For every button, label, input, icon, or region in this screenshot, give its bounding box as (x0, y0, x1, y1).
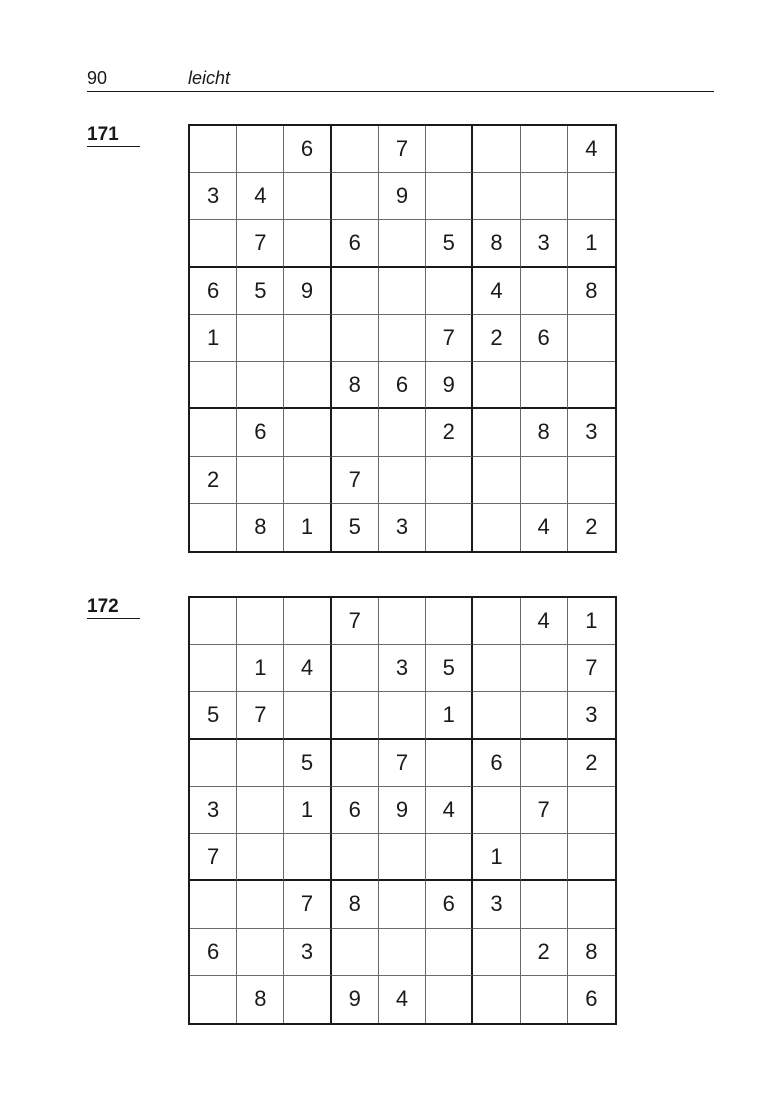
given-cell: 5 (332, 504, 379, 551)
empty-cell[interactable] (332, 740, 379, 787)
given-cell: 2 (585, 514, 598, 540)
given-cell: 7 (568, 645, 615, 692)
empty-cell[interactable] (473, 457, 520, 504)
given-cell: 1 (190, 315, 237, 362)
given-cell: 8 (568, 929, 615, 976)
empty-cell[interactable] (473, 173, 520, 220)
given-cell: 7 (379, 740, 426, 787)
empty-cell[interactable] (237, 740, 284, 787)
empty-cell[interactable] (521, 173, 568, 220)
empty-cell[interactable] (521, 976, 568, 1023)
empty-cell[interactable] (237, 598, 284, 645)
empty-cell[interactable] (568, 315, 615, 362)
given-cell: 2 (521, 929, 568, 976)
empty-cell[interactable] (379, 268, 426, 315)
empty-cell[interactable] (521, 268, 568, 315)
empty-cell[interactable] (379, 598, 426, 645)
empty-cell[interactable] (284, 976, 331, 1023)
empty-cell[interactable] (190, 362, 237, 409)
given-cell: 1 (473, 834, 520, 881)
given-cell: 1 (284, 504, 331, 551)
given-cell: 2 (473, 315, 520, 362)
empty-cell[interactable] (473, 409, 520, 456)
given-cell: 5 (426, 645, 473, 692)
given-cell: 6 (521, 315, 568, 362)
empty-cell[interactable] (332, 692, 379, 739)
page-header (87, 66, 714, 92)
empty-cell[interactable] (379, 834, 426, 881)
given-cell: 5 (237, 268, 284, 315)
sudoku-grid (188, 124, 617, 553)
empty-cell[interactable] (379, 692, 426, 739)
puzzle-number: 171 (87, 124, 140, 147)
given-cell: 6 (379, 362, 426, 409)
given-cell: 8 (521, 409, 568, 456)
empty-cell[interactable] (284, 834, 331, 881)
empty-cell[interactable] (332, 929, 379, 976)
empty-cell[interactable] (426, 929, 473, 976)
empty-cell[interactable] (237, 362, 284, 409)
given-cell: 6 (585, 986, 598, 1012)
given-cell: 6 (332, 787, 379, 834)
empty-cell[interactable] (284, 598, 331, 645)
given-cell: 6 (284, 126, 331, 173)
given-cell: 9 (284, 268, 331, 315)
empty-cell[interactable] (332, 645, 379, 692)
empty-cell[interactable] (190, 881, 237, 928)
empty-cell[interactable] (190, 598, 237, 645)
given-cell: 3 (521, 220, 568, 267)
given-cell: 5 (426, 220, 473, 267)
given-cell: 3 (473, 881, 520, 928)
given-cell: 6 (190, 268, 237, 315)
empty-cell[interactable] (473, 504, 520, 551)
empty-cell[interactable] (190, 126, 237, 173)
empty-cell[interactable] (379, 220, 426, 267)
empty-cell[interactable] (237, 834, 284, 881)
empty-cell[interactable] (426, 457, 473, 504)
given-cell: 7 (190, 834, 237, 881)
puzzle-number: 172 (87, 596, 140, 619)
empty-cell[interactable] (473, 929, 520, 976)
empty-cell[interactable] (473, 692, 520, 739)
given-cell: 8 (332, 362, 379, 409)
empty-cell[interactable] (426, 976, 473, 1023)
given-cell: 9 (379, 173, 426, 220)
empty-cell[interactable] (379, 881, 426, 928)
empty-cell[interactable] (568, 881, 615, 928)
given-cell: 1 (568, 220, 615, 267)
empty-cell[interactable] (284, 457, 331, 504)
empty-cell[interactable] (237, 126, 284, 173)
empty-cell[interactable] (521, 740, 568, 787)
empty-cell[interactable] (473, 362, 520, 409)
given-cell: 7 (332, 598, 379, 645)
given-cell: 3 (568, 692, 615, 739)
empty-cell[interactable] (426, 268, 473, 315)
given-cell: 7 (426, 315, 473, 362)
given-cell: 1 (237, 645, 284, 692)
given-cell: 4 (521, 598, 568, 645)
empty-cell[interactable] (426, 598, 473, 645)
given-cell: 2 (190, 457, 237, 504)
empty-cell[interactable] (521, 834, 568, 881)
given-cell: 3 (284, 929, 331, 976)
given-cell: 7 (284, 881, 331, 928)
empty-cell[interactable] (426, 126, 473, 173)
empty-cell[interactable] (568, 362, 615, 409)
given-cell: 1 (568, 598, 615, 645)
given-cell: 2 (568, 740, 615, 787)
given-cell: 3 (568, 409, 615, 456)
given-cell: 4 (568, 126, 615, 173)
given-cell: 3 (379, 504, 426, 551)
empty-cell[interactable] (379, 409, 426, 456)
difficulty-label: leicht (188, 68, 231, 88)
given-cell: 5 (190, 692, 237, 739)
empty-cell[interactable] (426, 504, 473, 551)
given-cell: 3 (190, 787, 237, 834)
empty-cell[interactable] (284, 315, 331, 362)
empty-cell[interactable] (332, 315, 379, 362)
empty-cell[interactable] (568, 834, 615, 881)
empty-cell[interactable] (473, 787, 520, 834)
page-number: 90 (87, 68, 108, 88)
empty-cell[interactable] (568, 787, 615, 834)
empty-cell[interactable] (521, 126, 568, 173)
given-cell: 7 (237, 692, 284, 739)
given-cell: 9 (426, 362, 473, 409)
given-cell: 6 (237, 409, 284, 456)
given-cell: 8 (473, 220, 520, 267)
given-cell: 3 (379, 645, 426, 692)
empty-cell[interactable] (521, 362, 568, 409)
empty-cell[interactable] (284, 409, 331, 456)
empty-cell[interactable] (473, 598, 520, 645)
empty-cell[interactable] (190, 976, 237, 1023)
empty-cell[interactable] (426, 740, 473, 787)
empty-cell[interactable] (237, 881, 284, 928)
given-cell: 9 (379, 787, 426, 834)
empty-cell[interactable] (521, 645, 568, 692)
given-cell: 8 (568, 268, 615, 315)
given-cell: 8 (237, 976, 284, 1023)
empty-cell[interactable] (473, 126, 520, 173)
empty-cell[interactable] (426, 834, 473, 881)
given-cell: 6 (473, 740, 520, 787)
given-cell: 4 (473, 268, 520, 315)
empty-cell[interactable] (332, 409, 379, 456)
empty-cell[interactable] (332, 173, 379, 220)
given-cell: 8 (332, 881, 379, 928)
given-cell: 5 (284, 740, 331, 787)
empty-cell[interactable] (190, 409, 237, 456)
empty-cell[interactable] (426, 173, 473, 220)
given-cell: 4 (426, 787, 473, 834)
given-cell: 7 (332, 457, 379, 504)
empty-cell[interactable] (284, 173, 331, 220)
given-cell: 4 (237, 173, 284, 220)
given-cell: 4 (379, 976, 426, 1023)
empty-cell[interactable] (332, 126, 379, 173)
empty-cell[interactable] (521, 692, 568, 739)
empty-cell[interactable] (237, 457, 284, 504)
given-cell: 7 (237, 220, 284, 267)
empty-cell[interactable] (568, 173, 615, 220)
empty-cell[interactable] (190, 504, 237, 551)
empty-cell[interactable] (190, 220, 237, 267)
given-cell: 7 (379, 126, 426, 173)
empty-cell[interactable] (190, 645, 237, 692)
given-cell: 8 (237, 504, 284, 551)
empty-cell[interactable] (473, 976, 520, 1023)
empty-cell[interactable] (379, 315, 426, 362)
empty-cell[interactable] (379, 457, 426, 504)
given-cell: 4 (284, 645, 331, 692)
empty-cell[interactable] (568, 457, 615, 504)
empty-cell[interactable] (332, 834, 379, 881)
given-cell: 1 (426, 692, 473, 739)
empty-cell[interactable] (284, 220, 331, 267)
empty-cell[interactable] (237, 315, 284, 362)
empty-cell[interactable] (284, 362, 331, 409)
given-cell: 6 (332, 220, 379, 267)
empty-cell[interactable] (473, 645, 520, 692)
empty-cell[interactable] (379, 929, 426, 976)
given-cell: 7 (521, 787, 568, 834)
given-cell: 6 (190, 929, 237, 976)
empty-cell[interactable] (237, 929, 284, 976)
sudoku-grid (188, 596, 617, 1025)
given-cell: 4 (521, 504, 568, 551)
empty-cell[interactable] (284, 692, 331, 739)
empty-cell[interactable] (521, 457, 568, 504)
empty-cell[interactable] (190, 740, 237, 787)
given-cell: 9 (332, 976, 379, 1023)
given-cell: 3 (190, 173, 237, 220)
given-cell: 6 (426, 881, 473, 928)
empty-cell[interactable] (237, 787, 284, 834)
given-cell: 2 (426, 409, 473, 456)
empty-cell[interactable] (521, 881, 568, 928)
empty-cell[interactable] (332, 268, 379, 315)
given-cell: 1 (284, 787, 331, 834)
